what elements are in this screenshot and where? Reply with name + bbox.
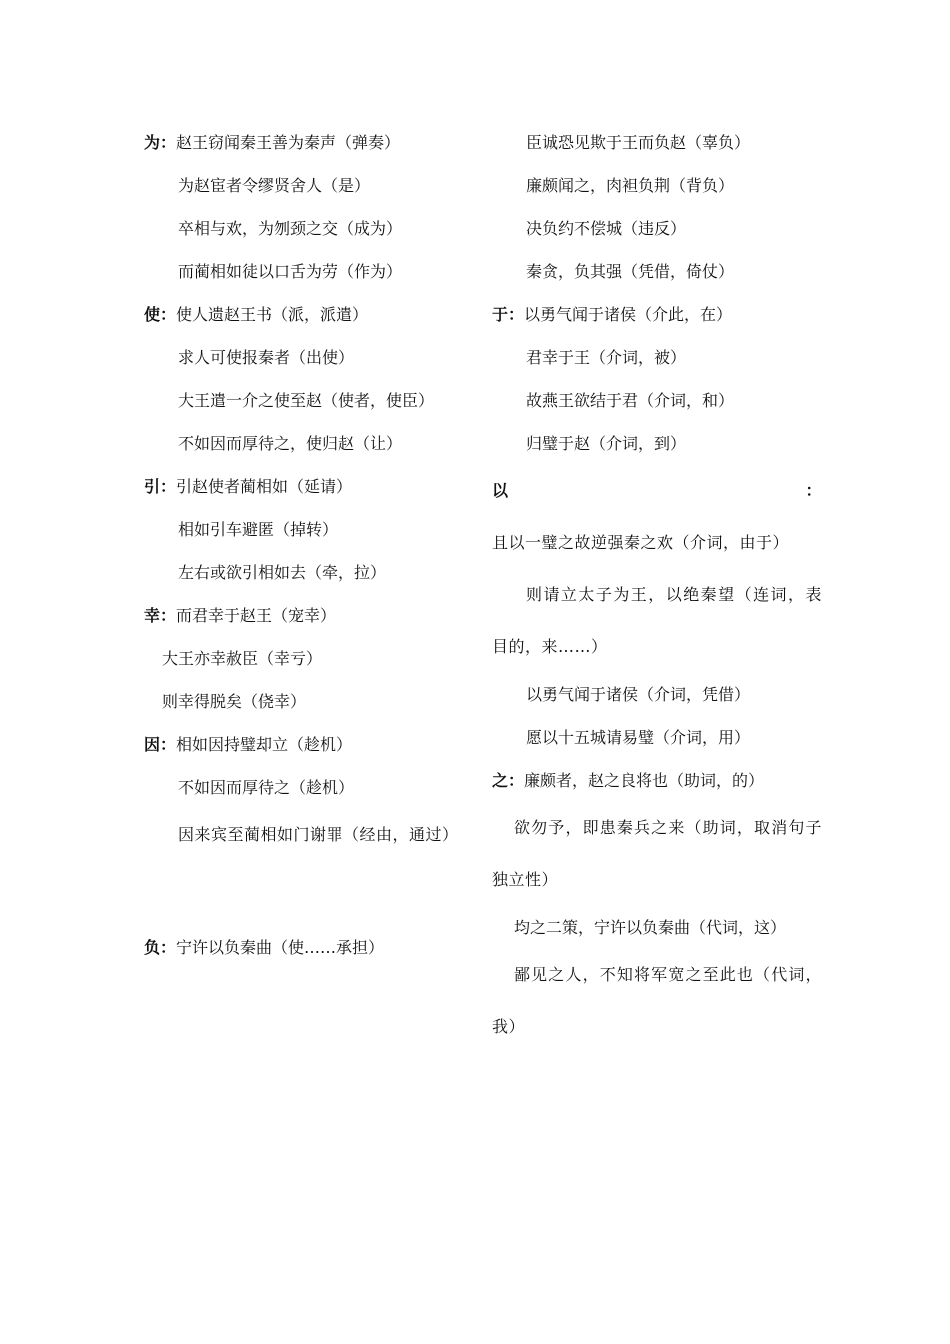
left-column: [144, 121, 466, 969]
entry-text: 使人遗赵王书（派，派遣）: [176, 305, 369, 324]
entry-line: [144, 293, 466, 336]
entry-text: 且以一璧之故逆强秦之欢（介词，由于）: [492, 533, 790, 552]
entry-head: 为：: [144, 133, 177, 152]
entry-text: 求人可使报秦者（出使）: [178, 348, 355, 367]
entry-line: [144, 121, 466, 164]
entry-text: 而蔺相如徒以口舌为劳（作为）: [178, 262, 403, 281]
entry-text: 则幸得脱矣（侥幸）: [162, 692, 307, 711]
entry-text: 决负约不偿城（违反）: [526, 219, 687, 238]
entry-line: [492, 759, 822, 802]
entry-line: [492, 121, 822, 164]
entry-text: 归璧于赵（介词，到）: [526, 434, 687, 453]
entry-line: [144, 465, 466, 508]
entry-line: [492, 336, 822, 379]
spacer: [144, 861, 466, 926]
entry-line: [492, 422, 822, 465]
entry-line: [492, 949, 822, 1053]
entry-line: [144, 379, 466, 422]
entry-text: 为赵宦者令缪贤舍人（是）: [178, 176, 371, 195]
entry-text: 以勇气闻于诸侯（介此，在）: [524, 305, 733, 324]
entry-text: 不如因而厚待之（趁机）: [178, 778, 355, 797]
entry-text: 而君幸于赵王（宠幸）: [176, 606, 337, 625]
entry-text: 欲勿予，即患秦兵之来（助词，取消句子独立性）: [492, 818, 822, 889]
entry-text: 以勇气闻于诸侯（介词，凭借）: [526, 685, 751, 704]
entry-text: 相如因持璧却立（趁机）: [176, 735, 353, 754]
entry-text: 廉颇者，赵之良将也（助词，的）: [524, 771, 765, 790]
entry-line: [492, 802, 822, 906]
entry-text: 大王遣一介之使至赵（使者，使臣）: [178, 391, 435, 410]
entry-text: 赵王窃闻秦王善为秦声（弹奏）: [176, 133, 401, 152]
entry-text: 因来宾至蔺相如门谢罪（经由，通过）: [178, 825, 459, 844]
entry-line: [144, 551, 466, 594]
entry-line: [492, 569, 822, 673]
entry-text: 均之二策，宁许以负秦曲（代词，这）: [514, 918, 787, 937]
entry-text: 廉颇闻之，肉袒负荆（背负）: [526, 176, 735, 195]
entry-line: [144, 508, 466, 551]
entry-head: 于：: [492, 305, 525, 324]
entry-text: 引赵使者蔺相如（延请）: [176, 477, 353, 496]
entry-head: 因：: [144, 735, 177, 754]
entry-line: [144, 250, 466, 293]
entry-line: [492, 379, 822, 422]
entry-text: 则请立太子为王，以绝秦望（连词，表目的，来……）: [492, 585, 822, 656]
entry-line: [492, 716, 822, 759]
entry-text: 君幸于王（介词，被）: [526, 348, 687, 367]
entry-line: [492, 207, 822, 250]
entry-head: 负：: [144, 938, 177, 957]
entry-text: 不如因而厚待之，使归赵（让）: [178, 434, 403, 453]
entry-text: 相如引车避匿（掉转）: [178, 520, 339, 539]
entry-line: [144, 594, 466, 637]
entry-line: [144, 723, 466, 766]
entry-line: [144, 336, 466, 379]
entry-head: 以：: [492, 481, 822, 500]
entry-line: [492, 250, 822, 293]
entry-head: 之：: [492, 771, 525, 790]
entry-text: 故燕王欲结于君（介词，和）: [526, 391, 735, 410]
entry-text: 鄙见之人，不知将军宽之至此也（代词，我）: [492, 965, 822, 1036]
entry-text: 宁许以负秦曲（使……承担）: [176, 938, 385, 957]
right-column: [492, 121, 822, 1053]
entry-text: 卒相与欢，为刎颈之交（成为）: [178, 219, 403, 238]
entry-line: [492, 164, 822, 207]
entry-text: 臣诚恐见欺于王而负赵（辜负）: [526, 133, 751, 152]
entry-line: [492, 906, 822, 949]
entry-line: [144, 637, 466, 680]
entry-line: [144, 680, 466, 723]
entry-line: [144, 926, 466, 969]
entry-text: 大王亦幸赦臣（幸亏）: [162, 649, 323, 668]
entry-line: [144, 207, 466, 250]
entry-line: [492, 293, 822, 336]
entry-line: [492, 465, 822, 569]
entry-line: [144, 766, 466, 809]
entry-head: 引：: [144, 477, 177, 496]
entry-text: 左右或欲引相如去（牵，拉）: [178, 563, 387, 582]
entry-head: 使：: [144, 305, 177, 324]
entry-line: [144, 422, 466, 465]
entry-line: [492, 673, 822, 716]
entry-head: 幸：: [144, 606, 177, 625]
entry-text: 秦贪，负其强（凭借，倚仗）: [526, 262, 735, 281]
entry-line: [144, 809, 466, 861]
entry-line: [144, 164, 466, 207]
entry-text: 愿以十五城请易璧（介词，用）: [526, 728, 751, 747]
